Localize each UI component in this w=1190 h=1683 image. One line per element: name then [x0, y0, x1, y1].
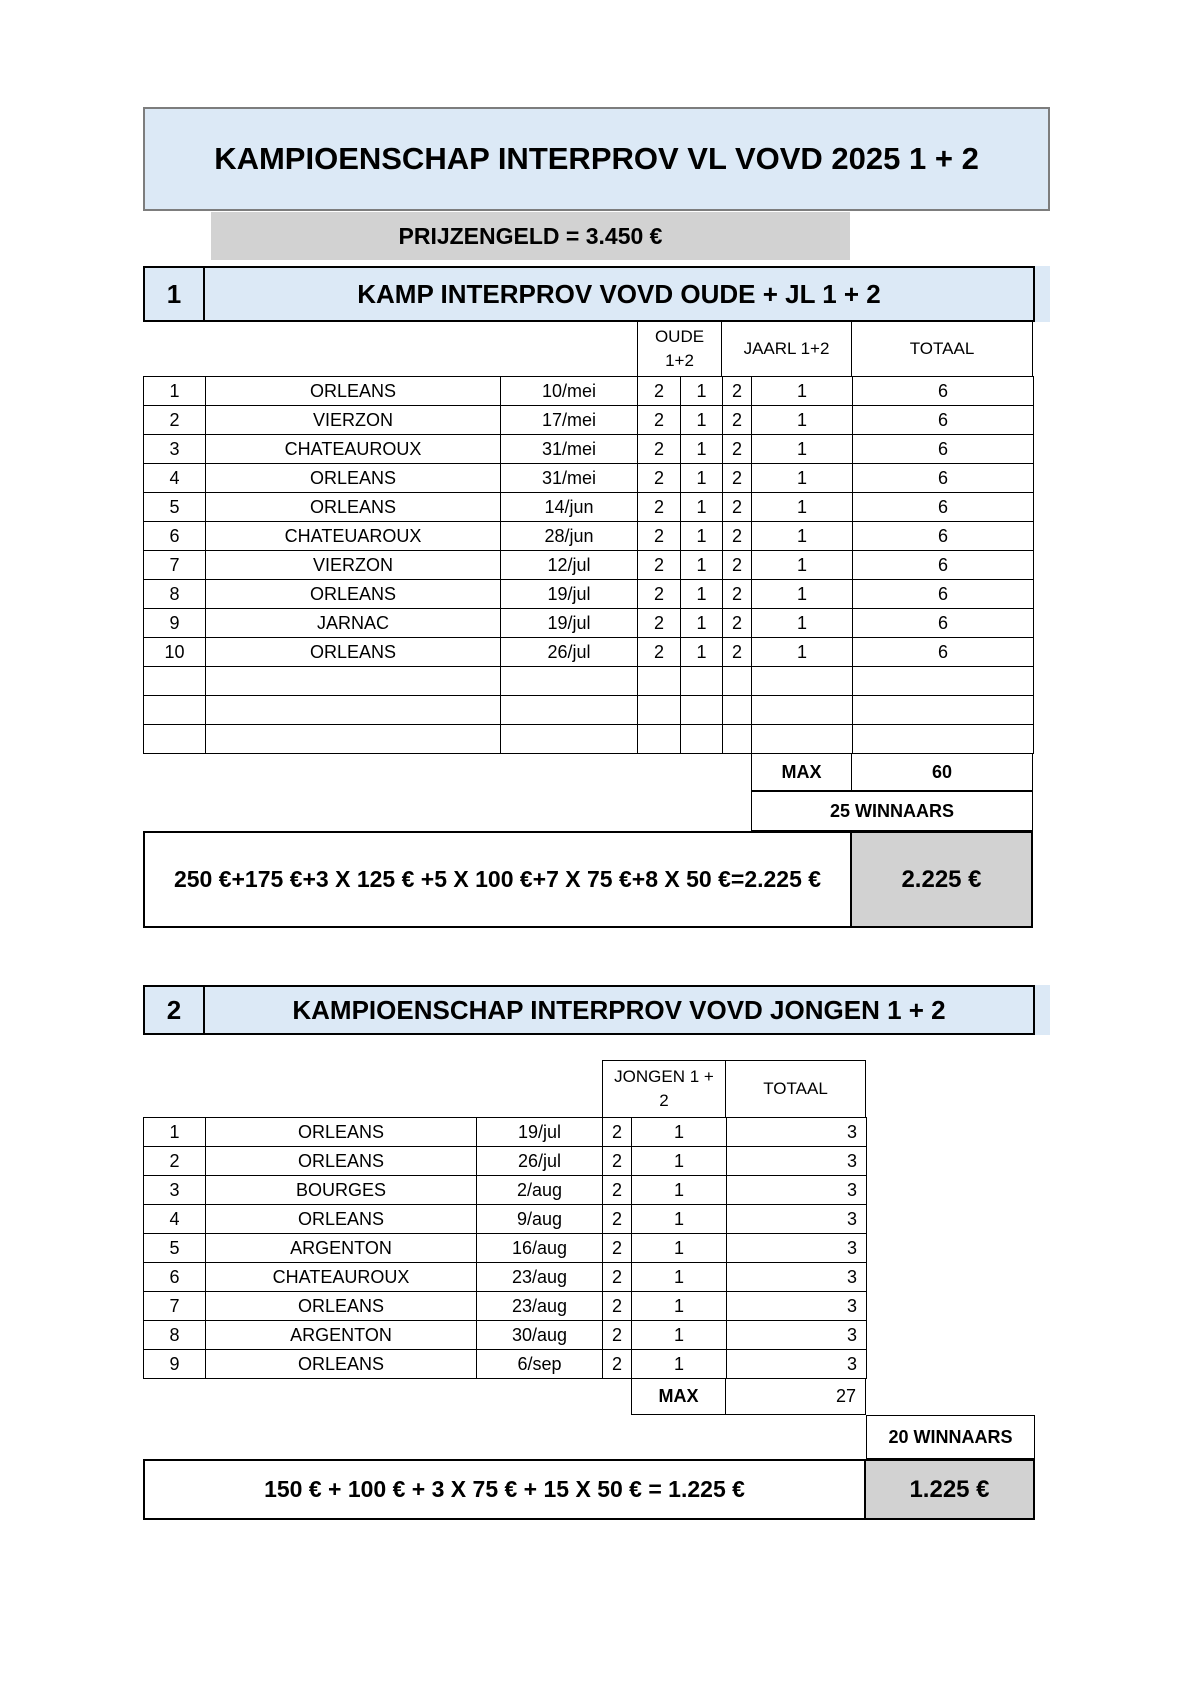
cell-date	[501, 725, 638, 754]
cell-c4: 1	[752, 522, 853, 551]
cell-c3	[723, 667, 752, 696]
table2-body	[143, 1117, 867, 1379]
table2-max-row	[143, 1378, 866, 1415]
cell-c2	[681, 725, 723, 754]
main-title-box	[143, 107, 1050, 211]
cell-c1: 2	[603, 1263, 632, 1292]
table2-header-totaal: TOTAAL	[726, 1060, 866, 1117]
cell-total	[853, 725, 1034, 754]
cell-date: 17/mei	[501, 406, 638, 435]
cell-c2	[681, 696, 723, 725]
table1-max-value: 60	[852, 753, 1033, 791]
cell-date: 26/jul	[477, 1147, 603, 1176]
table-row	[144, 1234, 867, 1263]
cell-total: 6	[853, 551, 1034, 580]
cell-name: ORLEANS	[206, 493, 501, 522]
cell-c4: 1	[752, 580, 853, 609]
cell-c1: 2	[603, 1205, 632, 1234]
table-row	[144, 435, 1034, 464]
section1-header-bar	[143, 266, 1050, 322]
cell-nr: 9	[144, 1350, 206, 1379]
cell-nr: 7	[144, 551, 206, 580]
section2-bar-strip	[1035, 985, 1050, 1035]
cell-date: 12/jul	[501, 551, 638, 580]
table-row	[144, 406, 1034, 435]
cell-name: ORLEANS	[206, 638, 501, 667]
table2-max-spacer	[143, 1378, 631, 1415]
cell-name: ORLEANS	[206, 1350, 477, 1379]
cell-total: 3	[727, 1147, 867, 1176]
table2-max-value: 27	[726, 1378, 866, 1415]
cell-c2: 1	[681, 580, 723, 609]
cell-c3: 2	[723, 551, 752, 580]
cell-c1: 2	[603, 1147, 632, 1176]
cell-total: 3	[727, 1292, 867, 1321]
table1-max-spacer	[143, 753, 751, 791]
table2-header-jongen: JONGEN 1 + 2	[602, 1060, 726, 1117]
cell-nr: 5	[144, 493, 206, 522]
cell-c1: 2	[603, 1321, 632, 1350]
cell-date: 26/jul	[501, 638, 638, 667]
cell-c3: 2	[723, 609, 752, 638]
cell-c4: 1	[752, 609, 853, 638]
cell-nr: 1	[144, 1118, 206, 1147]
table2-winners-row	[143, 1415, 1035, 1459]
cell-nr: 6	[144, 1263, 206, 1292]
cell-c4: 1	[752, 464, 853, 493]
cell-name: ORLEANS	[206, 1118, 477, 1147]
cell-c2: 1	[681, 493, 723, 522]
table-row	[144, 1321, 867, 1350]
table1-body	[143, 376, 1034, 754]
table2-winners-spacer	[143, 1415, 866, 1459]
cell-c4	[752, 667, 853, 696]
cell-name: JARNAC	[206, 609, 501, 638]
cell-c2: 1	[632, 1118, 727, 1147]
cell-c1: 2	[603, 1350, 632, 1379]
section2-title: KAMPIOENSCHAP INTERPROV VOVD JONGEN 1 + 2	[205, 985, 1035, 1035]
table1-prize-row	[143, 831, 1033, 928]
cell-total: 6	[853, 638, 1034, 667]
cell-c2: 1	[681, 464, 723, 493]
cell-c1: 2	[603, 1118, 632, 1147]
cell-c3	[723, 696, 752, 725]
cell-name: CHATEAUROUX	[206, 435, 501, 464]
cell-c3	[723, 725, 752, 754]
cell-c2: 1	[681, 551, 723, 580]
table1-max-row	[143, 753, 1033, 791]
cell-c4: 1	[752, 551, 853, 580]
cell-c3: 2	[723, 435, 752, 464]
cell-c1	[638, 696, 681, 725]
cell-date: 2/aug	[477, 1176, 603, 1205]
cell-c3: 2	[723, 377, 752, 406]
table-row	[144, 377, 1034, 406]
cell-c4	[752, 725, 853, 754]
cell-total: 3	[727, 1118, 867, 1147]
cell-nr: 3	[144, 1176, 206, 1205]
table-row	[144, 1292, 867, 1321]
cell-nr	[144, 696, 206, 725]
cell-total: 6	[853, 522, 1034, 551]
cell-c2: 1	[681, 638, 723, 667]
table2-column-headers	[143, 1060, 866, 1117]
cell-total	[853, 667, 1034, 696]
cell-name: ORLEANS	[206, 580, 501, 609]
table-row	[144, 522, 1034, 551]
cell-date: 31/mei	[501, 464, 638, 493]
cell-c1: 2	[638, 551, 681, 580]
cell-date: 19/jul	[501, 580, 638, 609]
cell-c1: 2	[638, 464, 681, 493]
cell-name	[206, 725, 501, 754]
table1-winners-row	[143, 791, 1033, 831]
cell-c3: 2	[723, 638, 752, 667]
cell-c2: 1	[681, 406, 723, 435]
table-row	[144, 1118, 867, 1147]
cell-c1: 2	[603, 1176, 632, 1205]
cell-nr: 9	[144, 609, 206, 638]
cell-name: CHATEAUROUX	[206, 1263, 477, 1292]
section1-title: KAMP INTERPROV VOVD OUDE + JL 1 + 2	[205, 266, 1035, 322]
cell-c1: 2	[638, 522, 681, 551]
cell-date: 10/mei	[501, 377, 638, 406]
cell-date: 19/jul	[477, 1118, 603, 1147]
table-row	[144, 1205, 867, 1234]
cell-c2: 1	[681, 377, 723, 406]
cell-date: 6/sep	[477, 1350, 603, 1379]
cell-c2	[681, 667, 723, 696]
cell-total: 6	[853, 435, 1034, 464]
table1-column-headers	[143, 321, 1033, 376]
cell-nr: 6	[144, 522, 206, 551]
cell-total: 6	[853, 406, 1034, 435]
cell-nr: 1	[144, 377, 206, 406]
cell-c1: 2	[638, 377, 681, 406]
cell-name: BOURGES	[206, 1176, 477, 1205]
cell-c2: 1	[681, 609, 723, 638]
cell-c3: 2	[723, 522, 752, 551]
cell-name: ARGENTON	[206, 1234, 477, 1263]
cell-name: ORLEANS	[206, 1147, 477, 1176]
table-row	[144, 725, 1034, 754]
cell-c2: 1	[632, 1263, 727, 1292]
table2-prize-formula: 150 € + 100 € + 3 X 75 € + 15 X 50 € = 1.225 €	[143, 1459, 866, 1520]
table-row	[144, 696, 1034, 725]
table-row	[144, 464, 1034, 493]
cell-date: 23/aug	[477, 1292, 603, 1321]
table1-header-oude: OUDE 1+2	[637, 321, 722, 376]
cell-nr	[144, 667, 206, 696]
cell-total: 6	[853, 464, 1034, 493]
cell-total: 3	[727, 1176, 867, 1205]
cell-total: 3	[727, 1234, 867, 1263]
cell-c3: 2	[723, 464, 752, 493]
table1-max-label: MAX	[751, 753, 852, 791]
cell-c3: 2	[723, 493, 752, 522]
cell-c4: 1	[752, 435, 853, 464]
cell-date: 31/mei	[501, 435, 638, 464]
table1-prize-formula: 250 €+175 €+3 X 125 € +5 X 100 €+7 X 75 €+8 X 50 €=2.225 €	[143, 831, 852, 928]
cell-nr: 4	[144, 1205, 206, 1234]
cell-c2: 1	[632, 1205, 727, 1234]
section1-bar-strip	[1035, 266, 1050, 322]
table2-prize-total: 1.225 €	[866, 1459, 1035, 1520]
cell-c1: 2	[638, 580, 681, 609]
cell-c4	[752, 696, 853, 725]
cell-name: VIERZON	[206, 406, 501, 435]
cell-name	[206, 667, 501, 696]
cell-nr	[144, 725, 206, 754]
cell-c1: 2	[638, 609, 681, 638]
cell-c4: 1	[752, 377, 853, 406]
table-row	[144, 580, 1034, 609]
cell-nr: 3	[144, 435, 206, 464]
cell-date: 23/aug	[477, 1263, 603, 1292]
prize-pool-text: PRIJZENGELD = 3.450 €	[398, 222, 663, 249]
cell-c2: 1	[632, 1350, 727, 1379]
cell-c1: 2	[638, 493, 681, 522]
cell-c3: 2	[723, 580, 752, 609]
table-row	[144, 493, 1034, 522]
cell-date	[501, 696, 638, 725]
cell-c1: 2	[638, 406, 681, 435]
cell-nr: 8	[144, 580, 206, 609]
table2-winners-text: 20 WINNAARS	[866, 1415, 1035, 1459]
cell-c4: 1	[752, 493, 853, 522]
cell-c2: 1	[632, 1292, 727, 1321]
cell-name: ORLEANS	[206, 1205, 477, 1234]
cell-total: 6	[853, 609, 1034, 638]
cell-date: 30/aug	[477, 1321, 603, 1350]
cell-c1: 2	[603, 1234, 632, 1263]
cell-name	[206, 696, 501, 725]
table1-header-totaal: TOTAAL	[852, 321, 1033, 376]
cell-c1: 2	[638, 435, 681, 464]
cell-c4: 1	[752, 406, 853, 435]
cell-name: CHATEUAROUX	[206, 522, 501, 551]
cell-nr: 7	[144, 1292, 206, 1321]
cell-c3: 2	[723, 406, 752, 435]
table1-header-spacer	[143, 321, 637, 376]
cell-nr: 4	[144, 464, 206, 493]
table2-max-label: MAX	[631, 1378, 726, 1415]
cell-name: VIERZON	[206, 551, 501, 580]
cell-total: 6	[853, 580, 1034, 609]
cell-nr: 10	[144, 638, 206, 667]
section2-header-bar	[143, 985, 1050, 1035]
cell-date: 9/aug	[477, 1205, 603, 1234]
cell-nr: 5	[144, 1234, 206, 1263]
cell-name: ORLEANS	[206, 377, 501, 406]
cell-c1	[638, 667, 681, 696]
cell-name: ARGENTON	[206, 1321, 477, 1350]
cell-total: 3	[727, 1350, 867, 1379]
cell-c4: 1	[752, 638, 853, 667]
table-row	[144, 667, 1034, 696]
cell-date: 28/jun	[501, 522, 638, 551]
cell-date: 16/aug	[477, 1234, 603, 1263]
cell-nr: 8	[144, 1321, 206, 1350]
cell-c2: 1	[632, 1234, 727, 1263]
section1-number: 1	[143, 266, 205, 322]
cell-c2: 1	[632, 1176, 727, 1205]
table-row	[144, 1263, 867, 1292]
cell-c2: 1	[681, 435, 723, 464]
table-row	[144, 609, 1034, 638]
table-row	[144, 638, 1034, 667]
cell-date	[501, 667, 638, 696]
table-row	[144, 1350, 867, 1379]
section2-number: 2	[143, 985, 205, 1035]
table2-header-spacer	[143, 1060, 602, 1117]
main-title: KAMPIOENSCHAP INTERPROV VL VOVD 2025 1 + 2	[214, 141, 979, 177]
cell-c1: 2	[603, 1292, 632, 1321]
cell-c2: 1	[681, 522, 723, 551]
cell-total: 6	[853, 493, 1034, 522]
cell-c2: 1	[632, 1147, 727, 1176]
cell-total: 3	[727, 1205, 867, 1234]
table-row	[144, 1147, 867, 1176]
cell-total: 3	[727, 1321, 867, 1350]
prize-pool-bar	[211, 212, 850, 260]
table2-prize-row	[143, 1459, 1035, 1520]
table1-prize-total: 2.225 €	[852, 831, 1033, 928]
cell-total	[853, 696, 1034, 725]
cell-date: 14/jun	[501, 493, 638, 522]
cell-total: 6	[853, 377, 1034, 406]
table-row	[144, 1176, 867, 1205]
table1-winners-spacer	[143, 791, 751, 831]
cell-nr: 2	[144, 406, 206, 435]
cell-total: 3	[727, 1263, 867, 1292]
cell-c1: 2	[638, 638, 681, 667]
table1-header-jaarl: JAARL 1+2	[722, 321, 852, 376]
cell-date: 19/jul	[501, 609, 638, 638]
cell-nr: 2	[144, 1147, 206, 1176]
cell-name: ORLEANS	[206, 464, 501, 493]
table-row	[144, 551, 1034, 580]
cell-c1	[638, 725, 681, 754]
table1-winners-text: 25 WINNAARS	[751, 791, 1033, 831]
cell-c2: 1	[632, 1321, 727, 1350]
cell-name: ORLEANS	[206, 1292, 477, 1321]
